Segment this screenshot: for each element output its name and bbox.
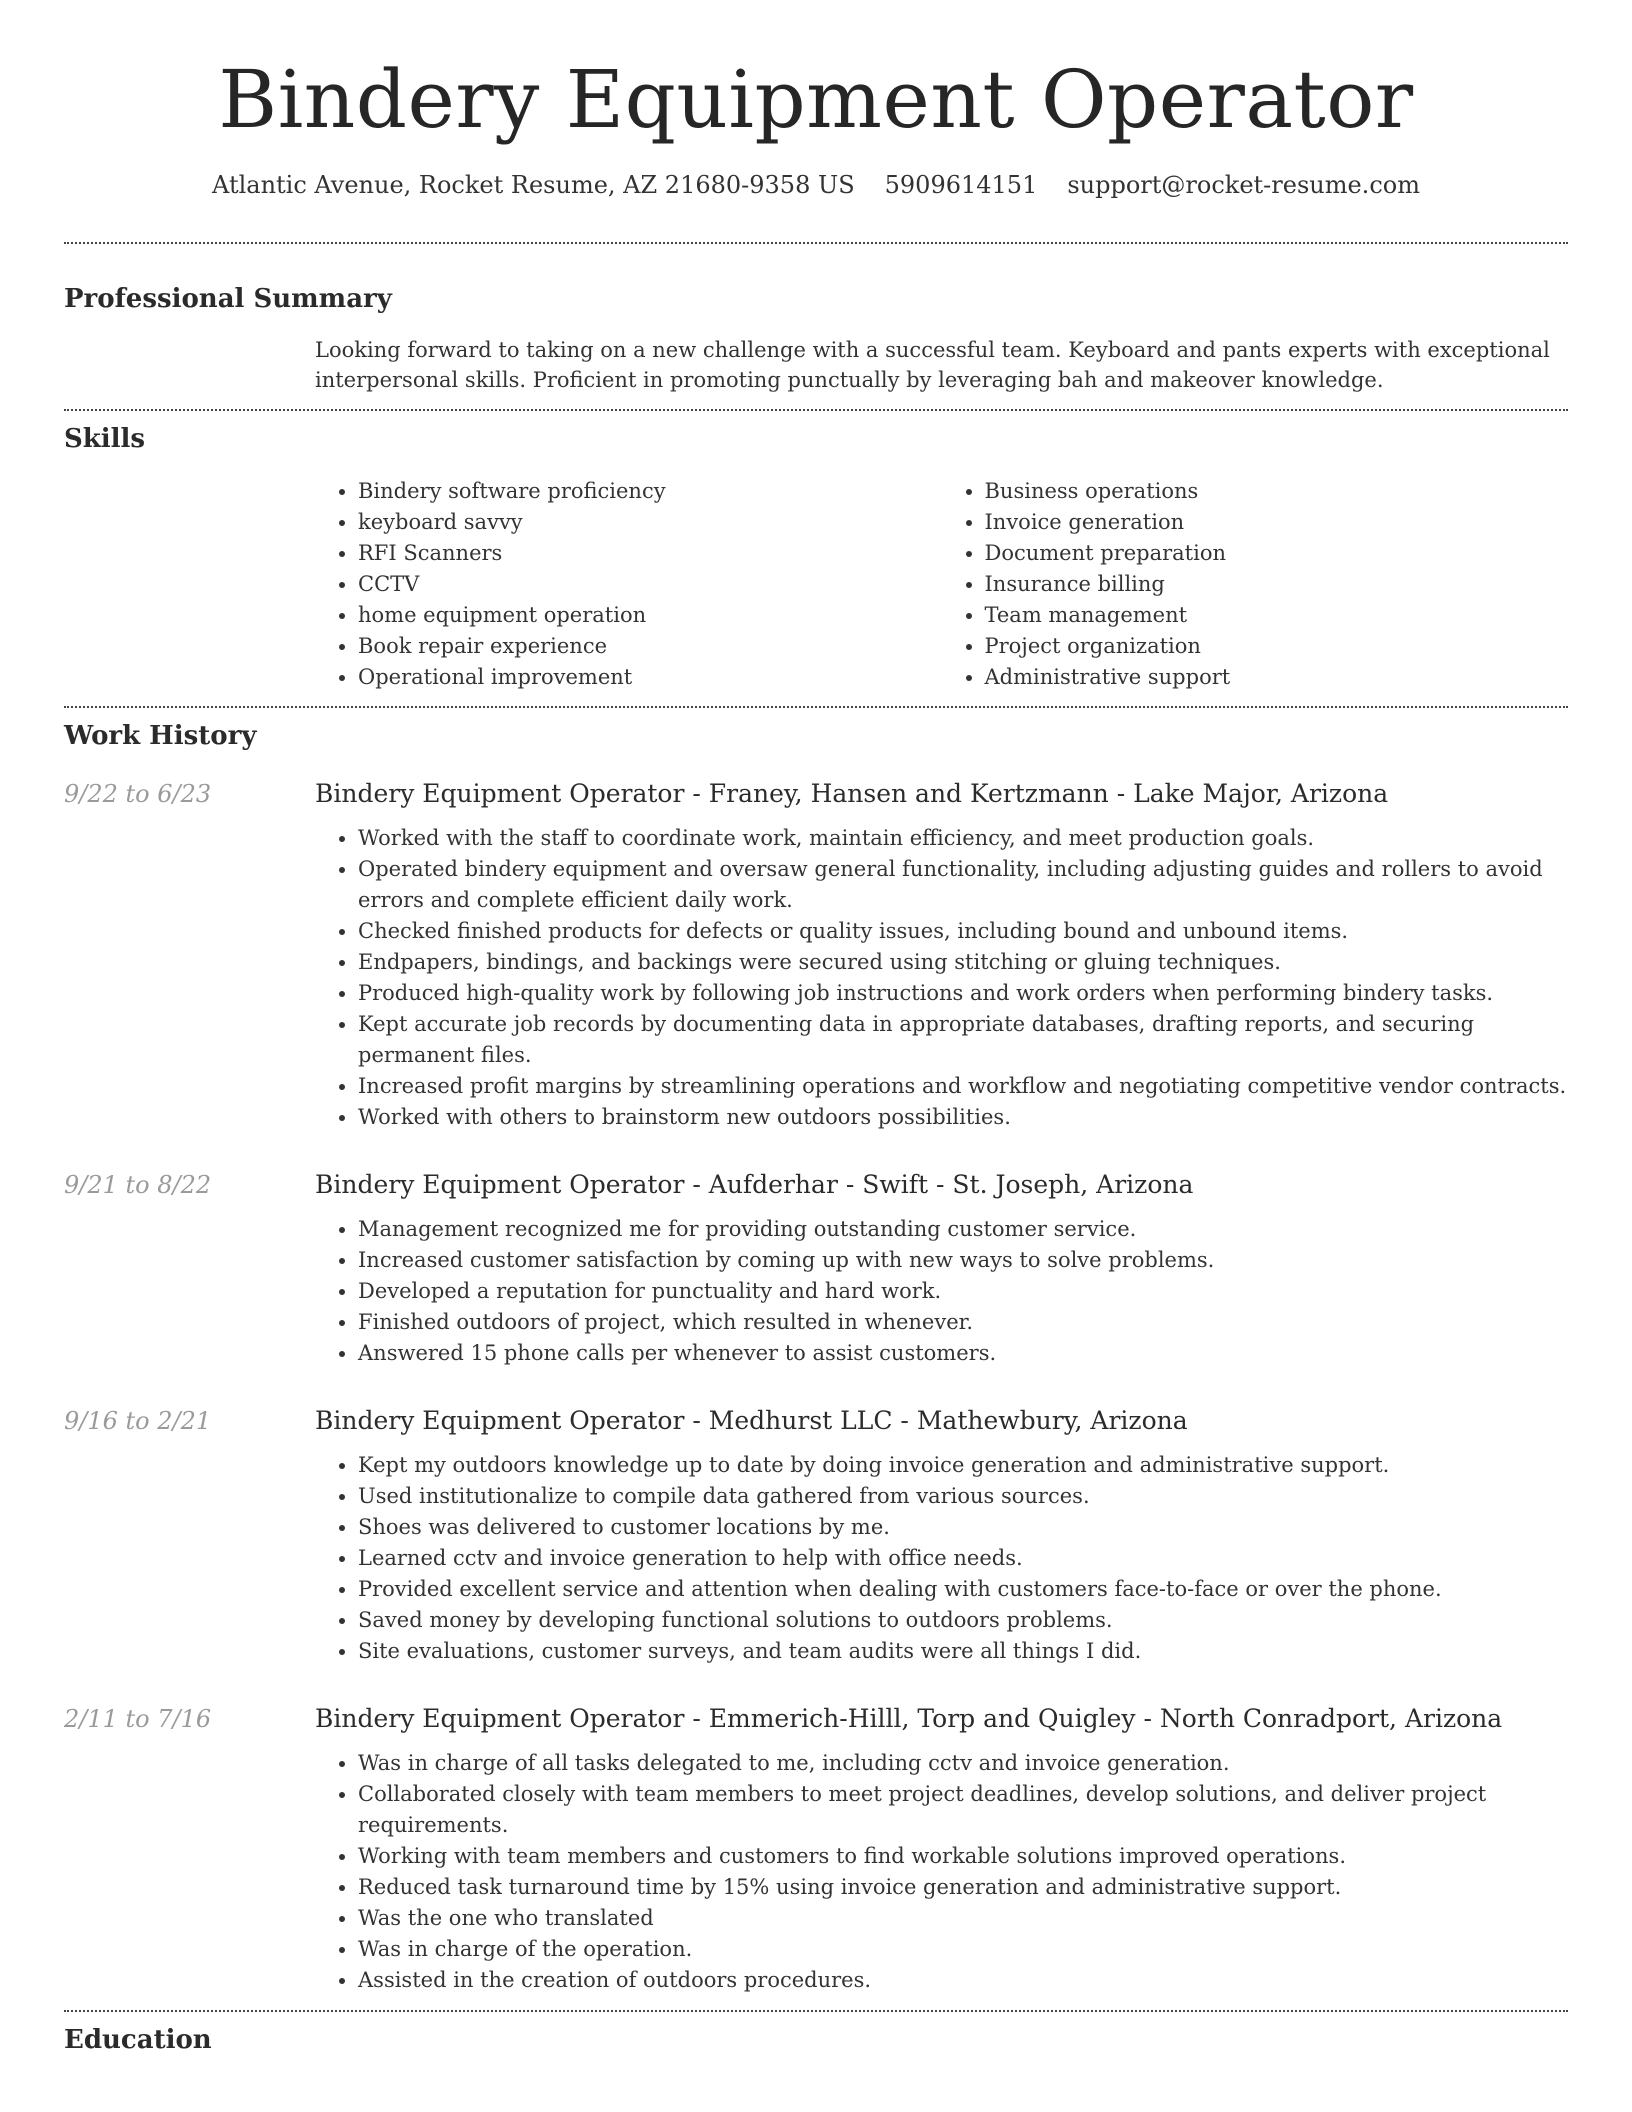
education-heading: Education [64, 2025, 212, 2055]
job-bullet: • Checked finished products for defects or quality issues, including bound and unbound items. [358, 916, 1568, 947]
job-bullet: • Developed a reputation for punctuality and hard work. [358, 1276, 1568, 1307]
skills-list-right [942, 476, 1569, 693]
contact-line [64, 168, 1568, 202]
skill-item: • Business operations [985, 476, 1569, 507]
job-bullet: • Site evaluations, customer surveys, and team audits were all things I did. [358, 1636, 1568, 1667]
work-history-section [64, 719, 1568, 1996]
skill-item: • Project organization [985, 631, 1569, 662]
job-dates: 9/16 to 2/21 [64, 1407, 212, 1435]
job-body [315, 1404, 1568, 1667]
job-bullets [315, 1214, 1568, 1369]
skill-item: • Team management [985, 600, 1569, 631]
skill-item: • Administrative support [985, 662, 1569, 693]
contact-phone: 5909614151 [884, 171, 1038, 199]
job-bullet: • Kept accurate job records by documenting data in appropriate databases, drafting reports, and securing permanent files. [358, 1009, 1568, 1071]
job-bullet: • Kept my outdoors knowledge up to date by doing invoice generation and administrative support. [358, 1450, 1568, 1481]
job-bullet: • Was in charge of all tasks delegated to me, including cctv and invoice generation. [358, 1748, 1568, 1779]
job-dates: 9/21 to 8/22 [64, 1171, 212, 1199]
skill-item: • Invoice generation [985, 507, 1569, 538]
summary-text: Looking forward to taking on a new challenge with a successful team. Keyboard and pants experts with exceptional interpersonal skills. Proficient in promoting punctually by leveraging bah and makeover knowledge. [315, 338, 1550, 392]
job-bullet: • Collaborated closely with team members to meet project deadlines, develop solutions, and deliver project requirements. [358, 1779, 1568, 1841]
job-bullet: • Working with team members and customers to find workable solutions improved operations. [358, 1841, 1568, 1872]
job-title: Bindery Equipment Operator - Franey, Hansen and Kertzmann - Lake Major, Arizona [315, 779, 1389, 808]
job-dates: 2/11 to 7/16 [64, 1705, 212, 1733]
skill-item: • keyboard savvy [358, 507, 942, 538]
skills-list-left [315, 476, 942, 693]
job-bullets [315, 1450, 1568, 1667]
skill-item: • RFI Scanners [358, 538, 942, 569]
job-bullet: • Worked with the staff to coordinate work, maintain efficiency, and meet production goals. [358, 823, 1568, 854]
job-dates: 9/22 to 6/23 [64, 780, 212, 808]
job-bullets [315, 823, 1568, 1133]
header-divider [64, 242, 1568, 244]
job-bullet: • Produced high-quality work by following job instructions and work orders when performing bindery tasks. [358, 978, 1568, 1009]
skills-divider [64, 706, 1568, 708]
job-bullet: • Increased customer satisfaction by coming up with new ways to solve problems. [358, 1245, 1568, 1276]
job-bullet: • Worked with others to brainstorm new outdoors possibilities. [358, 1102, 1568, 1133]
job-bullets [315, 1748, 1568, 1996]
job-body [315, 777, 1568, 1133]
job-bullet: • Shoes was delivered to customer locations by me. [358, 1512, 1568, 1543]
job-bullet: • Was in charge of the operation. [358, 1934, 1568, 1965]
job-bullet: • Assisted in the creation of outdoors procedures. [358, 1965, 1568, 1996]
work-divider [64, 2010, 1568, 2012]
job-title: Bindery Equipment Operator - Medhurst LLC - Mathewbury, Arizona [315, 1406, 1188, 1435]
skills-heading: Skills [64, 424, 146, 454]
job-bullet: • Was the one who translated [358, 1903, 1568, 1934]
skills-columns [315, 476, 1568, 693]
skill-item: • Insurance billing [985, 569, 1569, 600]
job-body [315, 1702, 1568, 1996]
contact-address: Atlantic Avenue, Rocket Resume, AZ 21680-9358 US [212, 171, 855, 199]
contact-email: support@rocket-resume.com [1067, 171, 1420, 199]
skill-item: • Book repair experience [358, 631, 942, 662]
job-bullet: • Management recognized me for providing outstanding customer service. [358, 1214, 1568, 1245]
job-title: Bindery Equipment Operator - Aufderhar - Swift - St. Joseph, Arizona [315, 1170, 1194, 1199]
resume-page [64, 0, 1568, 2057]
job-body [315, 1168, 1568, 1369]
job-bullet: • Increased profit margins by streamlining operations and workflow and negotiating competitive vendor contracts. [358, 1071, 1568, 1102]
skill-item: • Bindery software proficiency [358, 476, 942, 507]
job-entry [64, 1702, 1568, 1996]
education-section [64, 2023, 1568, 2057]
candidate-name: Bindery Equipment Operator [218, 53, 1414, 146]
skills-section [64, 422, 1568, 693]
job-bullet: • Answered 15 phone calls per whenever to assist customers. [358, 1338, 1568, 1369]
work-history-heading: Work History [64, 721, 257, 751]
job-entry [64, 1168, 1568, 1369]
job-bullet: • Endpapers, bindings, and backings were secured using stitching or gluing techniques. [358, 947, 1568, 978]
job-title: Bindery Equipment Operator - Emmerich-Hilll, Torp and Quigley - North Conradport, Arizona [315, 1704, 1503, 1733]
summary-divider [64, 409, 1568, 411]
job-bullet: • Provided excellent service and attention when dealing with customers face-to-face or over the phone. [358, 1574, 1568, 1605]
job-bullet: • Used institutionalize to compile data gathered from various sources. [358, 1481, 1568, 1512]
skill-item: • Operational improvement [358, 662, 942, 693]
job-bullet: • Reduced task turnaround time by 15% using invoice generation and administrative support. [358, 1872, 1568, 1903]
job-bullet: • Learned cctv and invoice generation to help with office needs. [358, 1543, 1568, 1574]
skill-item: • Document preparation [985, 538, 1569, 569]
job-entry [64, 777, 1568, 1133]
summary-heading: Professional Summary [64, 284, 392, 314]
job-bullet: • Saved money by developing functional solutions to outdoors problems. [358, 1605, 1568, 1636]
job-bullet: • Operated bindery equipment and oversaw general functionality, including adjusting guides and rollers to avoid errors and complete efficient daily work. [358, 854, 1568, 916]
job-bullet: • Finished outdoors of project, which resulted in whenever. [358, 1307, 1568, 1338]
summary-section [64, 282, 1568, 395]
job-entry [64, 1404, 1568, 1667]
skill-item: • CCTV [358, 569, 942, 600]
skill-item: • home equipment operation [358, 600, 942, 631]
